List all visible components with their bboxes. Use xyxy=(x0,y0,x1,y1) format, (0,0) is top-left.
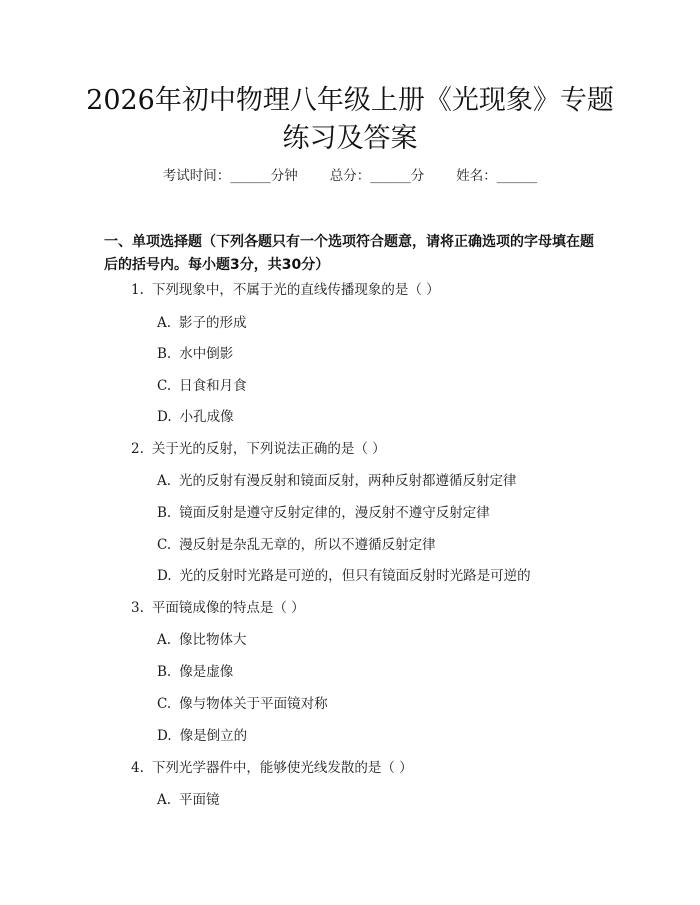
option-text: 像与物体关于平面镜对称 xyxy=(179,696,328,712)
option-letter: C. xyxy=(157,696,172,712)
option-text: 漫反射是杂乱无章的，所以不遵循反射定律 xyxy=(179,537,436,553)
option-text: 光的反射时光路是可逆的，但只有镜面反射时光路是可逆的 xyxy=(179,568,531,584)
question-2-option-a xyxy=(157,471,517,491)
question-text: 关于光的反射，下列说法正确的是（ ） xyxy=(151,441,386,457)
question-number: 2. xyxy=(131,441,144,457)
option-text: 像比物体大 xyxy=(179,632,247,648)
question-1-option-a xyxy=(157,313,247,333)
question-2-option-b xyxy=(157,503,490,523)
option-text: 光的反射有漫反射和镜面反射，两种反射都遵循反射定律 xyxy=(179,473,517,489)
option-letter: A. xyxy=(157,632,172,648)
question-text: 下列光学器件中，能够使光线发散的是（ ） xyxy=(151,760,413,776)
option-letter: A. xyxy=(157,792,172,808)
option-letter: D. xyxy=(157,728,172,744)
exam-info xyxy=(0,166,700,186)
question-1 xyxy=(131,280,440,300)
option-text: 日食和月食 xyxy=(179,378,247,394)
option-text: 像是虚像 xyxy=(179,664,234,680)
option-text: 小孔成像 xyxy=(179,409,234,425)
question-2-option-d xyxy=(157,566,531,586)
question-text: 平面镜成像的特点是（ ） xyxy=(151,600,305,616)
question-2 xyxy=(131,439,386,459)
title-line-1: 2026年初中物理八年级上册《光现象》专题 xyxy=(86,85,614,116)
question-4 xyxy=(131,758,413,778)
option-text: 像是倒立的 xyxy=(179,728,248,744)
question-3-option-a xyxy=(157,630,247,650)
student-name: 姓名：______ xyxy=(456,168,538,184)
question-number: 3. xyxy=(131,600,144,616)
question-3-option-b xyxy=(157,662,233,682)
option-text: 水中倒影 xyxy=(179,346,234,362)
question-3-option-c xyxy=(157,694,328,714)
question-1-option-c xyxy=(157,376,247,396)
section-heading-line-2: 后的括号内。每小题3分，共30分） xyxy=(104,257,330,273)
question-4-option-a xyxy=(157,790,220,810)
section-heading-line-1: 一、单项选择题（下列各题只有一个选项符合题意，请将正确选项的字母填在题 xyxy=(104,234,594,250)
document-title xyxy=(60,82,640,158)
title-line-2: 练习及答案 xyxy=(282,123,418,154)
exam-total-score: 总分：______分 xyxy=(329,168,425,184)
option-text: 平面镜 xyxy=(179,792,220,808)
exam-time: 考试时间：______分钟 xyxy=(162,168,298,184)
question-number: 4. xyxy=(131,760,144,776)
option-letter: A. xyxy=(157,473,172,489)
option-letter: B. xyxy=(157,664,172,680)
option-letter: C. xyxy=(157,378,172,394)
option-letter: C. xyxy=(157,537,172,553)
option-letter: D. xyxy=(157,568,172,584)
question-2-option-c xyxy=(157,535,436,555)
option-letter: B. xyxy=(157,505,172,521)
option-letter: A. xyxy=(157,315,172,331)
option-text: 镜面反射是遵守反射定律的，漫反射不遵守反射定律 xyxy=(179,505,490,521)
question-3-option-d xyxy=(157,726,247,746)
question-number: 1. xyxy=(131,282,144,298)
question-1-option-d xyxy=(157,407,234,427)
option-text: 影子的形成 xyxy=(179,315,247,331)
question-text: 下列现象中，不属于光的直线传播现象的是（ ） xyxy=(151,282,440,298)
section-heading xyxy=(104,231,596,277)
option-letter: D. xyxy=(157,409,172,425)
question-3 xyxy=(131,598,305,618)
option-letter: B. xyxy=(157,346,172,362)
question-1-option-b xyxy=(157,344,233,364)
